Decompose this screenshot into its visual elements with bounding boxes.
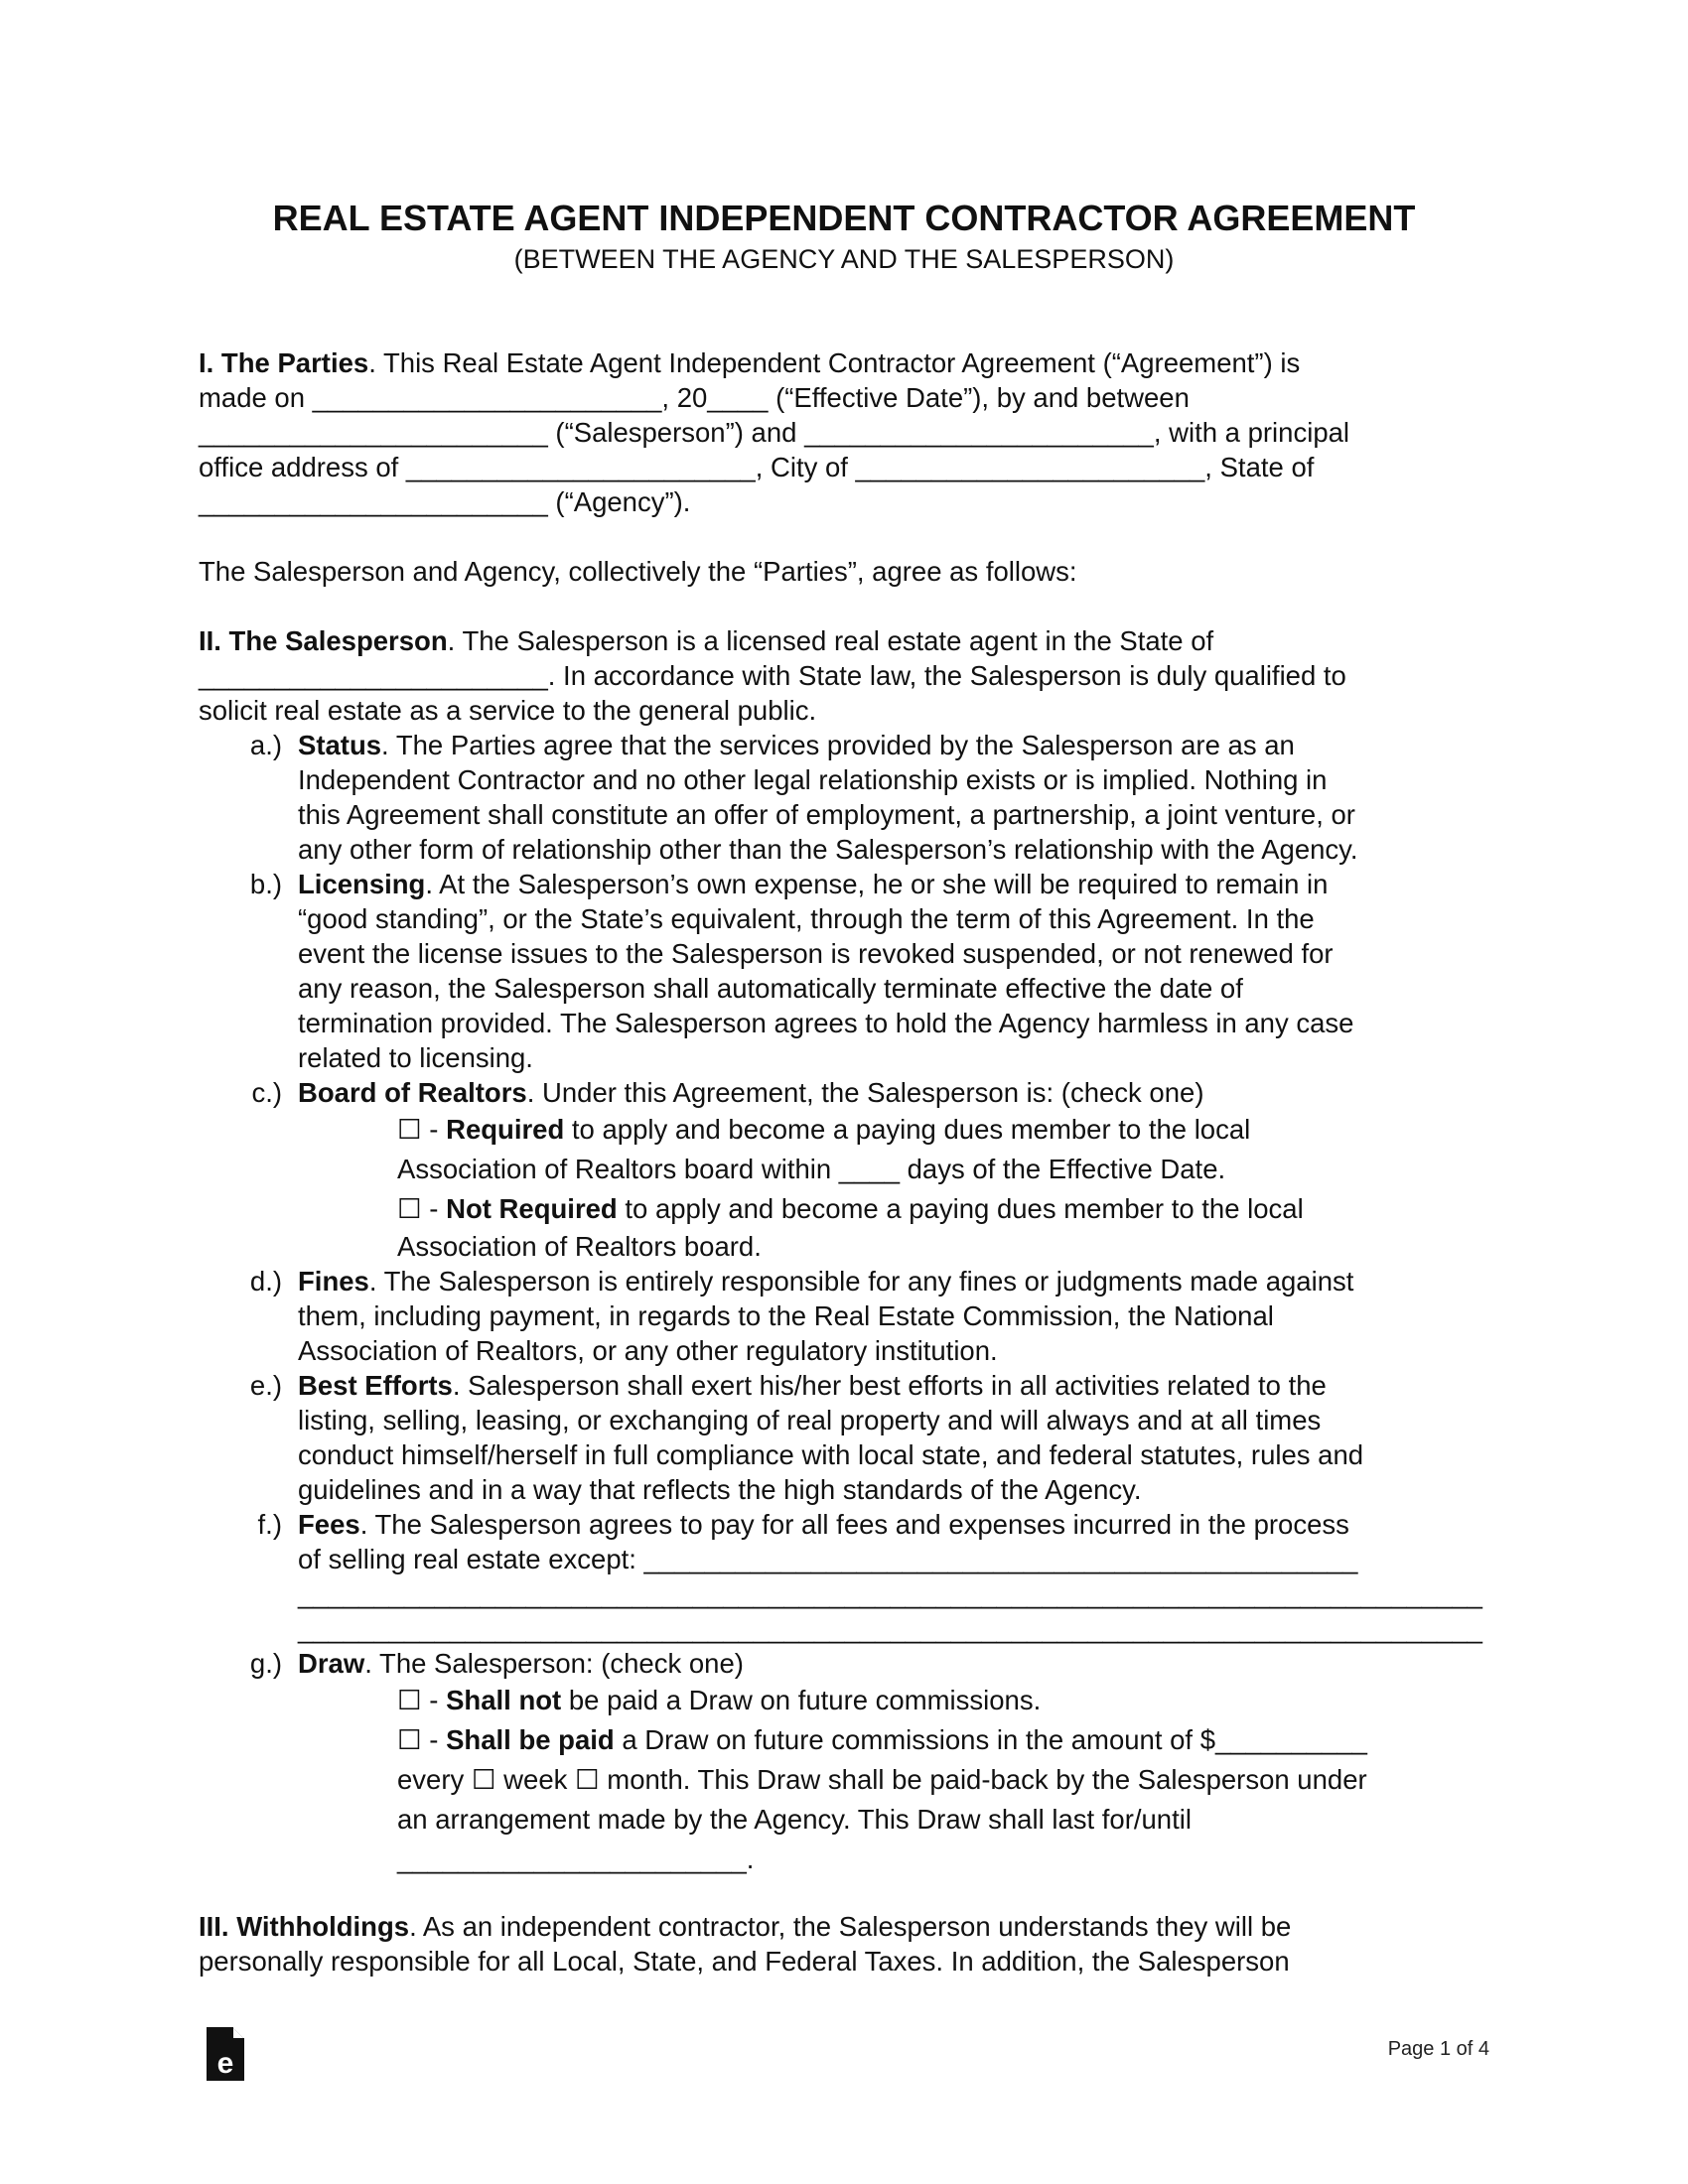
section-heading: III. Withholdings xyxy=(199,1911,410,1942)
clause-term: Fines xyxy=(298,1266,369,1297)
clause-marker: f.) xyxy=(257,1509,282,1540)
clause-fines: d.) Fines. The Salesperson is entirely responsible for any fines or judgments made against them, including payment, in regards to the Real Estate Commission, the National Association of Realtors, or any other regulatory institution. xyxy=(199,1264,1489,1368)
clause-marker: b.) xyxy=(249,869,282,899)
clause-marker: a.) xyxy=(249,730,282,760)
fees-blank-line[interactable]: of selling real estate except: _______________________________________________ xyxy=(298,1544,1358,1574)
parties-line-3: _______________________ (“Salesperson”) and _______________________, with a principal xyxy=(199,417,1350,448)
withholdings-line-1: III. Withholdings. As an independent contractor, the Salesperson understands they will be xyxy=(199,1911,1292,1942)
salesperson-line-1: II. The Salesperson. The Salesperson is a licensed real estate agent in the State of xyxy=(199,625,1214,656)
clause-marker: e.) xyxy=(249,1370,282,1401)
option-not-required: ☐ - Not Required to apply and become a paying dues member to the local xyxy=(397,1193,1304,1224)
option-shall-not: ☐ - Shall not be paid a Draw on future commissions. xyxy=(397,1685,1042,1715)
checkbox-shall-be-paid[interactable]: ☐ - xyxy=(397,1724,447,1755)
parties-line-2: made on _______________________, 20____ (“Effective Date”), by and between xyxy=(199,382,1190,413)
document-title: REAL ESTATE AGENT INDEPENDENT CONTRACTOR AGREEMENT xyxy=(272,198,1416,238)
fees-blank-line[interactable]: ______________________________________________________________________________ xyxy=(298,1613,1482,1644)
document-subtitle: (BETWEEN THE AGENCY AND THE SALESPERSON) xyxy=(513,244,1175,274)
clause-term: Licensing xyxy=(298,869,426,899)
clause-marker: c.) xyxy=(251,1077,282,1108)
svg-text:e: e xyxy=(216,2047,234,2080)
checkbox-not-required[interactable]: ☐ - xyxy=(397,1193,447,1224)
clause-fees: f.) Fees. The Salesperson agrees to pay for all fees and expenses incurred in the process of selling real estate except: _______________________________________________ ______________________________________________________________________________ ______________________________________________________________________________ xyxy=(199,1507,1489,1646)
withholdings-line-2: personally responsible for all Local, State, and Federal Taxes. In addition, the Salesperson xyxy=(199,1946,1290,1977)
checkbox-required[interactable]: ☐ - xyxy=(397,1114,447,1145)
clause-licensing: b.) Licensing. At the Salesperson’s own expense, he or she will be required to remain in “good standing”, or the State’s equivalent, through the term of this Agreement. In the event the license issues to the Salesperson is revoked suspended, or not renewed for any reason, the Salesperson shall automatically terminate effective the date of termination provided. The Salesperson agrees to hold the Agency harmless in any case related to licensing. xyxy=(199,867,1489,1075)
option-required: ☐ - Required to apply and become a paying dues member to the local xyxy=(397,1114,1251,1145)
clause-term: Fees xyxy=(298,1509,360,1540)
clause-status: a.) Status. The Parties agree that the services provided by the Salesperson are as an Independent Contractor and no other legal relationship exists or is implied. Nothing in this Agreement shall constitute an offer of employment, a partnership, a joint venture, or any other form of relationship other than the Salesperson’s relationship with the Agency. xyxy=(199,728,1489,867)
clause-draw: g.) Draw. The Salesperson: (check one) ☐ - Shall not be paid a Draw on future commissions. ☐ - Shall be paid a Draw on future commissions in the amount of $__________ every ☐ week ☐ month. This Draw shall be paid-back by the Salesperson under an arrangement made by the Agency. This Draw shall last for/until _______________________. xyxy=(199,1646,1489,1879)
section-heading: II. The Salesperson xyxy=(199,625,448,656)
clause-term: Board of Realtors xyxy=(298,1077,527,1108)
eforms-logo-icon xyxy=(203,2025,248,2085)
section-salesperson xyxy=(199,623,1489,1879)
clause-term: Best Efforts xyxy=(298,1370,453,1401)
clause-board-of-realtors: c.) Board of Realtors. Under this Agreement, the Salesperson is: (check one) ☐ - Required to apply and become a paying dues member to the local Association of Realtors board within ____ days of the Effective Date. ☐ - Not Required to apply and become a paying dues member to the local Association of Realtors board. xyxy=(199,1075,1489,1264)
parties-line-4: office address of _______________________, City of _______________________, State of xyxy=(199,452,1315,482)
parties-line-5: _______________________ (“Agency”). xyxy=(199,486,691,517)
clause-marker: g.) xyxy=(249,1648,282,1679)
page-number: Page 1 of 4 xyxy=(1387,2038,1489,2060)
salesperson-line-2: _______________________. In accordance with State law, the Salesperson is duly qualified to xyxy=(199,660,1346,691)
checkbox-shall-not[interactable]: ☐ - xyxy=(397,1685,447,1715)
salesperson-line-3: solicit real estate as a service to the general public. xyxy=(199,695,817,726)
section-heading: I. The Parties xyxy=(199,347,369,378)
clause-term: Draw xyxy=(298,1648,365,1679)
section-withholdings xyxy=(199,1909,1489,1979)
clause-marker: d.) xyxy=(249,1266,282,1297)
section-parties xyxy=(199,345,1489,519)
intro-paragraph: The Salesperson and Agency, collectively the “Parties”, agree as follows: xyxy=(199,556,1077,587)
fees-blank-line[interactable]: ______________________________________________________________________________ xyxy=(298,1578,1482,1609)
agreement-body xyxy=(199,345,1489,1979)
clause-term: Status xyxy=(298,730,382,760)
parties-line-1: I. The Parties. This Real Estate Agent Independent Contractor Agreement (“Agreement”) is xyxy=(199,347,1301,378)
clause-best-efforts: e.) Best Efforts. Salesperson shall exert his/her best efforts in all activities related to the listing, selling, leasing, or exchanging of real property and will always and at all times conduct himself/herself in full compliance with local state, and federal statutes, rules and guidelines and in a way that reflects the high standards of the Agency. xyxy=(199,1368,1489,1507)
option-shall-be-paid: ☐ - Shall be paid a Draw on future commissions in the amount of $__________ xyxy=(397,1724,1367,1755)
